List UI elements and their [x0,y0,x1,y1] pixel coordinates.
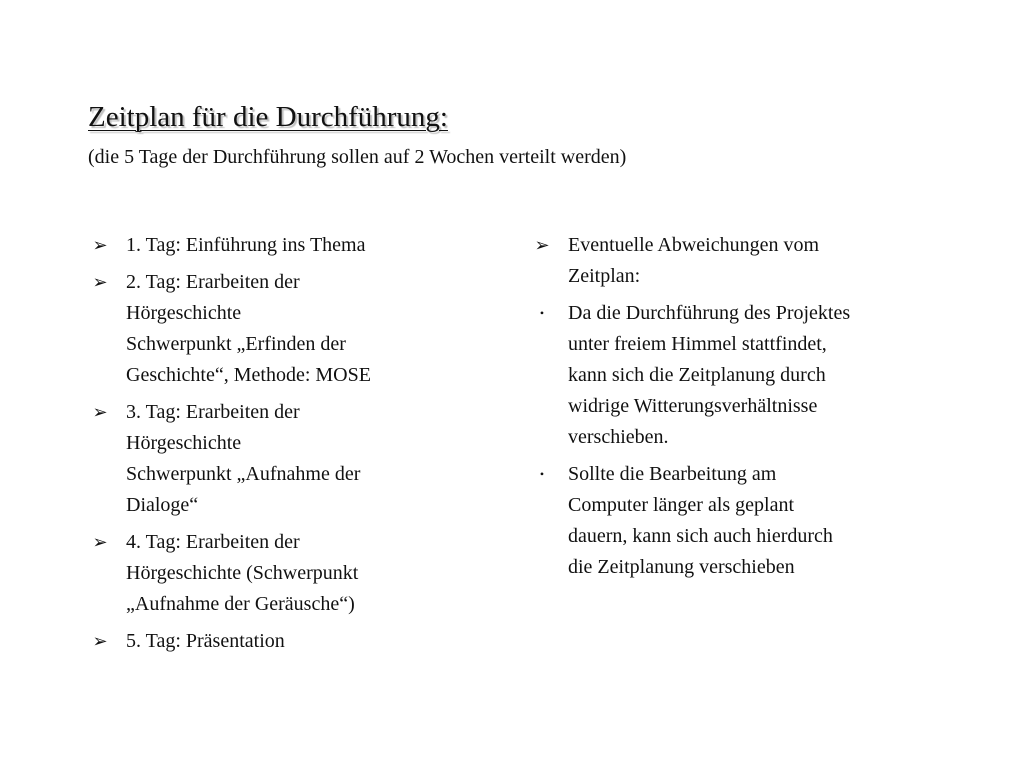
list-item-text: Hörgeschichte (Schwerpunkt [126,562,359,584]
list-item-day-3 [88,397,468,521]
list-item-text: 3. Tag: Erarbeiten der [126,401,300,423]
list-item-text: Hörgeschichte [126,302,242,324]
slide-subtitle: (die 5 Tage der Durchführung sollen auf 2 Wochen verteilt werden) [88,146,627,168]
list-item-text: Computer länger als geplant [568,494,795,516]
list-item-text: Sollte die Bearbeitung am [568,463,777,485]
arrow-bullet-icon: ➢ [92,235,108,255]
list-item-text: Da die Durchführung des Projektes [568,302,851,324]
list-item-text: „Aufnahme der Geräusche“) [126,593,355,615]
arrow-bullet-icon: ➢ [92,532,108,552]
list-item-text: unter freiem Himmel stattfindet, [568,333,827,355]
list-item-text: 4. Tag: Erarbeiten der [126,531,300,553]
dot-bullet-icon: • [539,306,545,320]
dot-bullet-icon: • [539,467,545,481]
list-item-text: Hörgeschichte [126,432,242,454]
list-item-text: 2. Tag: Erarbeiten der [126,271,300,293]
arrow-bullet-icon: ➢ [92,402,108,422]
list-item-deviations [530,230,950,292]
list-item-text: dauern, kann sich auch hierdurch [568,525,833,547]
list-item-day-4 [88,527,468,620]
list-item-text: verschieben. [568,426,669,448]
list-item-text: Dialoge“ [126,494,199,516]
list-item-text: kann sich die Zeitplanung durch [568,364,826,386]
list-item-text: die Zeitplanung verschieben [568,556,795,578]
list-item-text: Eventuelle Abweichungen vom [568,234,820,256]
arrow-bullet-icon: ➢ [92,272,108,292]
list-item-computer [530,459,950,583]
list-item-text: Schwerpunkt „Aufnahme der [126,463,361,485]
list-item-weather [530,298,950,453]
list-item-text: Zeitplan: [568,265,641,287]
list-item-text: 5. Tag: Präsentation [126,630,285,652]
list-item-day-5 [88,626,468,657]
slide-title: Zeitplan für die Durchführung: [88,101,448,133]
arrow-bullet-icon: ➢ [534,235,550,255]
arrow-bullet-icon: ➢ [92,631,108,651]
list-item-text: Schwerpunkt „Erfinden der [126,333,346,355]
right-column [530,230,950,589]
list-item-day-2 [88,267,468,391]
list-item-text: 1. Tag: Einführung ins Thema [126,234,366,256]
left-column [88,230,468,663]
list-item-day-1 [88,230,468,261]
list-item-text: widrige Witterungsverhältnisse [568,395,818,417]
list-item-text: Geschichte“, Methode: MOSE [126,364,371,386]
